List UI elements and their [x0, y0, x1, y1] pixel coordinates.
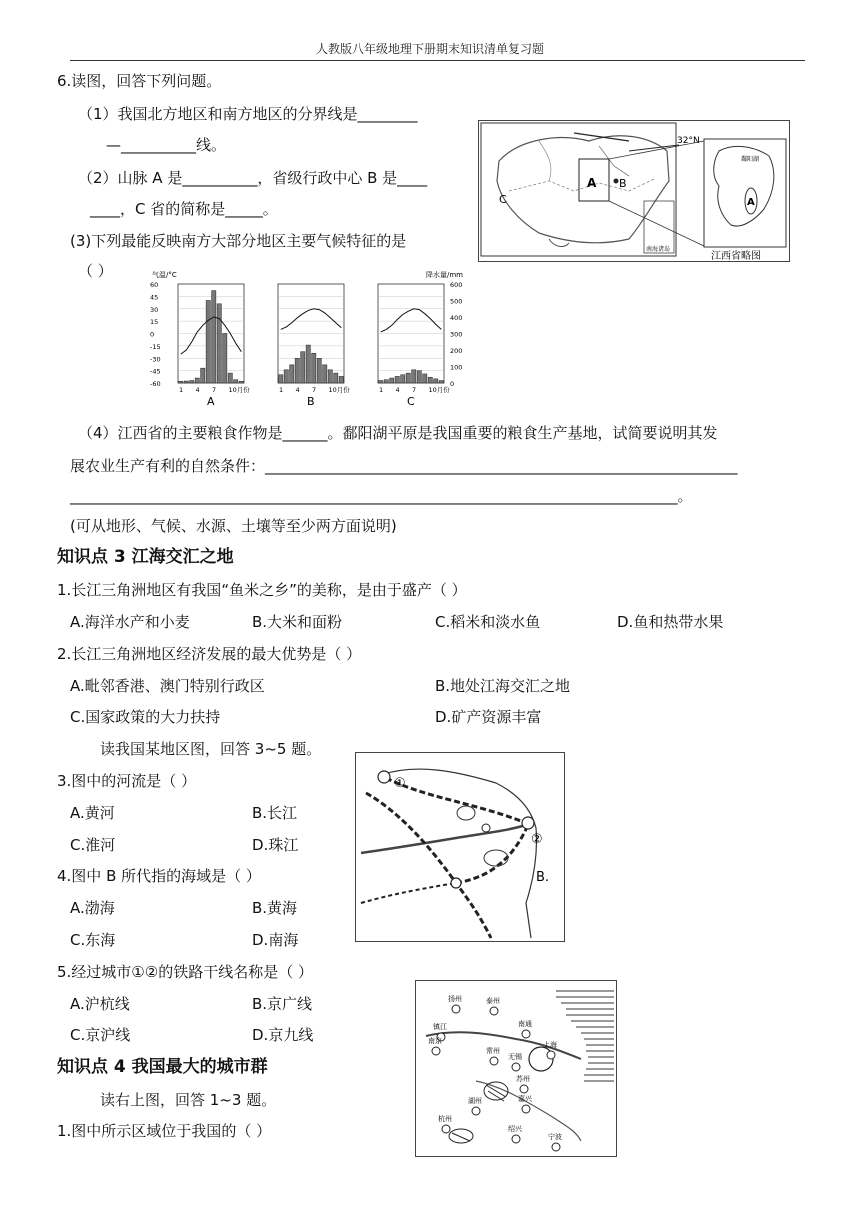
- climate-charts: [150, 268, 470, 408]
- precip-tick-label: 600: [450, 281, 463, 289]
- city-marker: [482, 824, 490, 832]
- q6-stem: 6.读图，回答下列问题。: [57, 72, 222, 90]
- q6-part4a: （4）江西省的主要粮食作物是______。鄱阳湖平原是我国重要的粮食生产基地，试简要说明其发: [78, 424, 718, 442]
- china-map-svg: [479, 121, 789, 261]
- precip-tick-label: 500: [450, 297, 463, 306]
- kp3-q1-option-d: D.鱼和热带水果: [617, 613, 724, 631]
- precip-bar: [201, 368, 205, 383]
- city-label: 宁波: [548, 1133, 562, 1141]
- city-marker: [442, 1125, 450, 1133]
- precip-tick-label: 400: [450, 314, 463, 322]
- month-tick-label: 4: [395, 386, 400, 394]
- capital-B-marker: [614, 179, 619, 184]
- region-map-figure: [355, 752, 565, 942]
- month-tick-label: 10月份: [328, 386, 350, 394]
- precip-bar: [279, 375, 283, 383]
- climate-chart-label: B: [307, 395, 315, 408]
- precip-bar: [223, 334, 227, 384]
- kp3-q4-option-c: C.东海: [70, 931, 116, 949]
- precip-bar: [339, 376, 343, 383]
- kp3-q3: 3.图中的河流是（ ）: [57, 772, 197, 790]
- south-china-sea-label: 南海诸岛: [646, 246, 671, 253]
- temp-tick-label: -30: [150, 355, 161, 364]
- precip-bar: [284, 370, 288, 383]
- city-label: 湖州: [468, 1097, 482, 1105]
- kp3-title: 知识点 3 江海交汇之地: [57, 547, 234, 567]
- city-marker: [522, 1030, 530, 1038]
- kp3-q5-option-a: A.沪杭线: [70, 995, 130, 1013]
- kp3-q2-option-b: B.地处江海交汇之地: [435, 677, 571, 695]
- kp3-intro: 读我国某地区图，回答 3~5 题。: [100, 740, 322, 758]
- temperature-line: [381, 309, 442, 332]
- month-tick-label: 7: [412, 386, 417, 394]
- precip-bar: [312, 353, 316, 383]
- temp-tick-label: -45: [150, 367, 161, 376]
- kp3-q2-option-a: A.毗邻香港、澳门特别行政区: [70, 677, 265, 695]
- precip-tick-label: 200: [450, 347, 463, 355]
- map1-A-label: A: [587, 176, 597, 190]
- jx-A-label: A: [747, 197, 755, 208]
- kp3-q5-option-d: D.京九线: [252, 1026, 314, 1044]
- city-2-marker: [522, 817, 534, 829]
- kp4-intro: 读右上图，回答 1~3 题。: [100, 1091, 277, 1109]
- kp3-q4: 4.图中 B 所代指的海域是（ ）: [57, 867, 261, 885]
- kp3-q5-option-c: C.京沪线: [70, 1026, 131, 1044]
- precip-bar: [234, 380, 238, 383]
- temp-tick-label: 15: [150, 318, 159, 327]
- temp-tick-label: 60: [150, 281, 159, 289]
- precip-bar: [184, 381, 188, 383]
- month-tick-label: 10月份: [228, 386, 250, 394]
- poyang-lake-label: 鄱阳湖: [741, 156, 760, 163]
- city-marker: [520, 1085, 528, 1093]
- temp-axis-title: 气温/°C: [152, 271, 177, 279]
- precip-tick-label: 300: [450, 330, 463, 339]
- city-marker: [452, 1005, 460, 1013]
- city-1-label: ①: [394, 776, 406, 791]
- kp3-q5: 5.经过城市①②的铁路干线名称是（ ）: [57, 963, 313, 981]
- kp3-q1: 1.长江三角洲地区有我国“鱼米之乡”的美称，是由于盛产（ ）: [57, 581, 467, 599]
- map1-B-label: B: [619, 177, 627, 190]
- city-marker: [472, 1107, 480, 1115]
- region-map-svg: [356, 753, 564, 941]
- city-label: 扬州: [448, 995, 462, 1003]
- city-label: 绍兴: [508, 1125, 522, 1133]
- kp3-q2-option-d: D.矿产资源丰富: [435, 708, 542, 726]
- precip-bar: [239, 381, 243, 383]
- city-1-marker: [378, 771, 390, 783]
- precip-bar: [379, 381, 383, 383]
- city-marker: [490, 1007, 498, 1015]
- precip-bar: [306, 345, 310, 383]
- kp3-q2-option-c: C.国家政策的大力扶持: [70, 708, 221, 726]
- climate-chart-label: C: [407, 395, 415, 408]
- q6-part4b: 展农业生产有利的自然条件：_______________________________________________________________: [70, 457, 738, 475]
- precip-bar: [412, 370, 416, 383]
- west-lake: [449, 1129, 473, 1143]
- precip-bar: [295, 358, 299, 383]
- kp3-q1-option-c: C.稻米和淡水鱼: [435, 613, 541, 631]
- sea-B-label: B.: [536, 870, 550, 885]
- precip-bar: [334, 373, 338, 383]
- month-tick-label: 7: [212, 386, 217, 394]
- kp3-q5-option-b: B.京广线: [252, 995, 313, 1013]
- sea-hatching: [556, 991, 614, 1081]
- jiangxi-map-caption: 江西省略图: [711, 251, 761, 261]
- temp-tick-label: -15: [150, 342, 161, 351]
- month-tick-label: 4: [295, 386, 300, 394]
- kp3-q2: 2.长江三角洲地区经济发展的最大优势是（ ）: [57, 645, 362, 663]
- city-label: 镇江: [433, 1023, 447, 1031]
- temperature-line: [281, 309, 342, 330]
- q6-part4c: _________________________________________________________________________________。: [70, 487, 693, 505]
- city-2-label: ②: [531, 832, 543, 847]
- lake-shape: [457, 806, 475, 820]
- city-marker: [547, 1051, 555, 1059]
- city-marker: [490, 1057, 498, 1065]
- kp4-title: 知识点 4 我国最大的城市群: [57, 1057, 268, 1077]
- q6-part2b: ____，C 省的简称是_____。: [90, 200, 278, 218]
- kp3-q1-option-a: A.海洋水产和小麦: [70, 613, 190, 631]
- month-tick-label: 1: [379, 386, 384, 394]
- precip-bar: [434, 379, 438, 383]
- precip-axis-title: 降水量/mm: [426, 271, 463, 279]
- month-tick-label: 7: [312, 386, 317, 394]
- month-tick-label: 1: [279, 386, 284, 394]
- kp3-q1-option-b: B.大米和面粉: [252, 613, 343, 631]
- city-marker: [552, 1143, 560, 1151]
- city-label: 苏州: [516, 1075, 530, 1083]
- header-rule: [70, 60, 805, 61]
- city-label: 上海: [543, 1041, 557, 1049]
- precip-bar: [395, 376, 399, 383]
- temperature-line: [181, 317, 242, 354]
- temp-tick-label: -60: [150, 380, 161, 388]
- precip-bar: [190, 381, 194, 383]
- city-marker: [432, 1047, 440, 1055]
- kp4-q1: 1.图中所示区域位于我国的（ ）: [57, 1122, 272, 1140]
- delta-map-svg: [416, 981, 616, 1156]
- city-label: 嘉兴: [518, 1095, 532, 1103]
- city-marker: [512, 1063, 520, 1071]
- precip-tick-label: 0: [450, 380, 455, 388]
- precip-bar: [301, 352, 305, 383]
- precip-bar: [406, 373, 410, 383]
- kp3-q4-option-b: B.黄海: [252, 899, 298, 917]
- q6-part3b: （ ）: [78, 262, 113, 280]
- city-marker: [512, 1135, 520, 1143]
- precip-bar: [439, 381, 443, 383]
- map1-C-label: C: [499, 193, 507, 206]
- kp3-q3-option-c: C.淮河: [70, 836, 116, 854]
- city-label: 南通: [518, 1020, 532, 1028]
- month-tick-label: 1: [179, 386, 184, 394]
- kp3-q4-option-a: A.渤海: [70, 899, 115, 917]
- q6-part1a: （1）我国北方地区和南方地区的分界线是________: [78, 105, 418, 123]
- precip-bar: [195, 378, 199, 383]
- precip-bar: [228, 373, 232, 383]
- q6-part2a: （2）山脉 A 是__________，省级行政中心 B 是____: [78, 169, 428, 187]
- precip-bar: [179, 381, 183, 383]
- temp-tick-label: 45: [150, 293, 159, 302]
- precip-bar: [328, 370, 332, 383]
- precip-tick-label: 100: [450, 363, 463, 372]
- kp3-q4-option-d: D.南海: [252, 931, 299, 949]
- kp3-q3-option-a: A.黄河: [70, 804, 115, 822]
- city-marker: [522, 1105, 530, 1113]
- month-tick-label: 10月份: [428, 386, 450, 394]
- precip-bar: [206, 301, 210, 384]
- china-map-figure: [478, 120, 790, 262]
- precip-bar: [212, 291, 216, 383]
- temp-tick-label: 30: [150, 305, 159, 314]
- precip-bar: [317, 358, 321, 383]
- precip-bar: [423, 374, 427, 383]
- q6-part3a: (3)下列最能反映南方大部分地区主要气候特征的是: [70, 232, 407, 250]
- city-label: 常州: [486, 1047, 500, 1055]
- kp3-q3-option-b: B.长江: [252, 804, 298, 822]
- city-marker: [451, 878, 461, 888]
- city-label: 无锡: [508, 1053, 522, 1061]
- delta-map-figure: [415, 980, 617, 1157]
- precip-bar: [417, 371, 421, 383]
- precip-bar: [384, 380, 388, 383]
- climate-charts-svg: [150, 268, 470, 408]
- taihu-lake: [484, 1082, 508, 1101]
- precip-bar: [390, 378, 394, 383]
- kp3-q3-option-d: D.珠江: [252, 836, 299, 854]
- climate-chart-label: A: [207, 395, 215, 408]
- q6-part4d: (可从地形、气候、水源、土壤等至少两方面说明): [70, 517, 397, 535]
- precip-bar: [428, 377, 432, 383]
- precip-bar: [290, 365, 294, 383]
- page-header: 人教版八年级地理下册期末知识清单复习题: [315, 42, 544, 56]
- month-tick-label: 4: [195, 386, 200, 394]
- city-label: 南京: [428, 1037, 442, 1045]
- temp-tick-label: 0: [150, 330, 155, 339]
- city-label: 泰州: [486, 997, 500, 1005]
- lat-label: 32°N: [677, 136, 700, 146]
- precip-bar: [401, 375, 405, 383]
- city-label: 杭州: [438, 1115, 452, 1123]
- precip-bar: [323, 365, 327, 383]
- precip-bar: [217, 304, 221, 383]
- q6-part1b: —__________线。: [106, 136, 227, 154]
